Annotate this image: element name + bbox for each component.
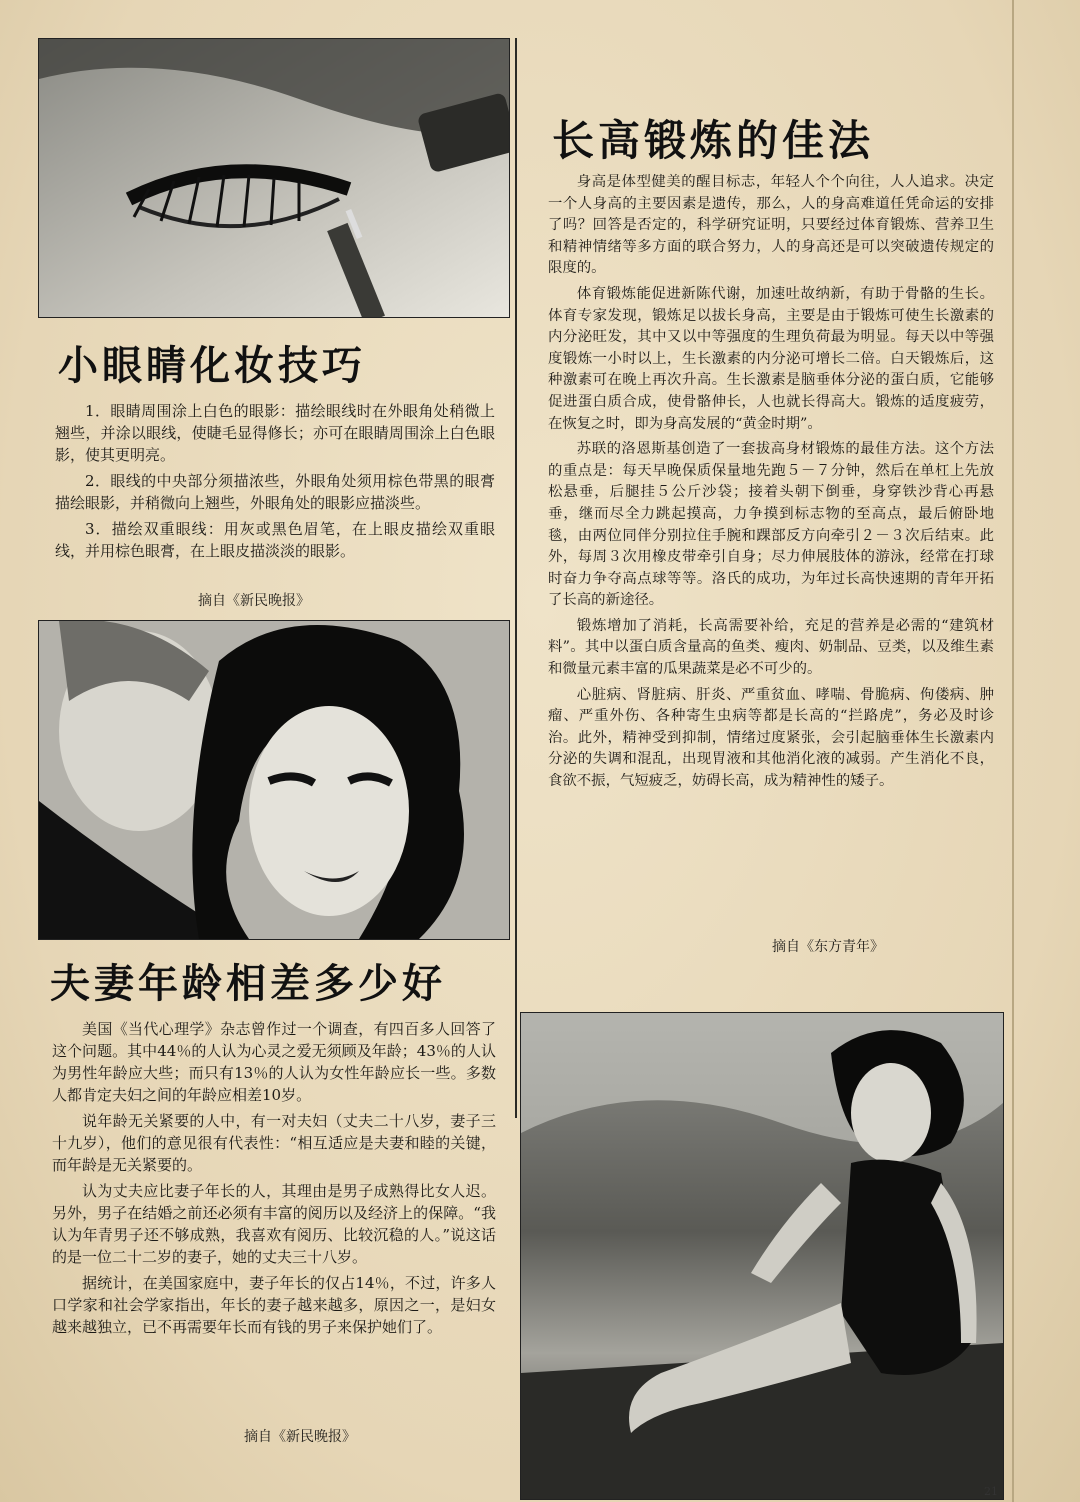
marriage-paragraph: 说年龄无关紧要的人中，有一对夫妇（丈夫二十八岁，妻子三十九岁），他们的意见很有代表性：“相互适应是夫妻和睦的关键，而年龄是无关紧要的。 <box>52 1112 496 1174</box>
marriage-article-body <box>52 1018 496 1342</box>
marriage-paragraph: 美国《当代心理学》杂志曾作过一个调查，有四百多人回答了这个问题。其中44％的人认为心灵之爱无须顾及年龄；43％的人认为男性年龄应大些；而只有13％的人认为女性年龄应长一些。多数人都肯定夫妇之间的年龄应相差10岁。 <box>52 1020 496 1104</box>
height-paragraph: 苏联的洛恩斯基创造了一套拔高身材锻炼的最佳方法。这个方法的重点是：每天早晚保质保量地先跑５－７分钟，然后在单杠上先放松悬垂，后腿挂５公斤沙袋；接着头朝下倒垂，身穿铁沙背心再悬垂，继而尽全力跳起摸高，力争摸到标志物的至高点，最后俯卧地毯，由两位同伴分别拉住手腕和踝部反方向牵引２－３次后结束。此外，每周３次用橡皮带牵引自身；尽力伸展肢体的游泳，经常在打球时奋力争夺高点球等等。洛氏的成功，为年过长高快速期的青年开拓了长高的新途径。 <box>548 441 994 609</box>
height-paragraph: 心脏病、肾脏病、肝炎、严重贫血、哮喘、骨脆病、佝偻病、肿瘤、严重外伤、各种寄生虫病等都是长高的“拦路虎”，务必及时诊治。此外，精神受到抑制，情绪过度紧张，会引起脑垂体生长激素内分泌的失调和混乱，出现胃液和其他消化液的减弱。产生消化不良，食欲不振，气短疲乏，妨碍长高，成为精神性的矮子。 <box>548 686 994 790</box>
makeup-article-body <box>55 400 495 566</box>
makeup-paragraph: 3．描绘双重眼线：用灰或黑色眉笔，在上眼皮描绘双重眼线，并用棕色眼膏，在上眼皮描淡淡的眼影。 <box>55 520 495 560</box>
makeup-article-title: 小眼睛化妆技巧 <box>58 343 366 389</box>
swimsuit-woman-photo <box>520 1012 1004 1500</box>
height-paragraph: 体育锻炼能促进新陈代谢，加速吐故纳新，有助于骨骼的生长。体育专家发现，锻炼足以拔长身高，主要是由于锻炼可使生长激素的内分泌旺发，其中又以中等强度的生理负荷最为明显。每天以中等强度锻炼一小时以上，生长激素的内分泌可增长二倍。白天锻炼后，这种激素可在晚上再次升高。生长激素是脑垂体分泌的蛋白质，它能够促进蛋白质合成，使骨骼伸长，人也就长得高大。锻炼的适度疲劳，在恢复之时，即为身高发展的“黄金时期”。 <box>548 285 994 432</box>
couple-photo <box>38 620 510 940</box>
makeup-paragraph: 2．眼线的中央部分须描浓些，外眼角处须用棕色带黑的眼膏描绘眼影，并稍微向上翘些，外眼角处的眼影应描淡些。 <box>55 472 495 512</box>
height-paragraph: 锻炼增加了消耗，长高需要补给，充足的营养是必需的“建筑材料”。其中以蛋白质含量高的鱼类、瘦肉、奶制品、豆类，以及维生素和微量元素丰富的瓜果蔬菜是必不可少的。 <box>548 617 994 678</box>
eye-makeup-photo <box>38 38 510 318</box>
height-paragraph: 身高是体型健美的醒目标志，年轻人个个向往，人人追求。决定一个人身高的主要因素是遗传，那么，人的身高难道任凭命运的安排了吗？回答是否定的，科学研究证明，只要经过体育锻炼、营养卫生和精神情绪等多方面的联合努力，人的身高还是可以突破遗传规定的限度的。 <box>548 174 994 277</box>
makeup-paragraph: 1．眼睛周围涂上白色的眼影：描绘眼线时在外眼角处稍微上翘些，并涂以眼线，使睫毛显得修长；亦可在眼睛周围涂上白色眼影，使其更明亮。 <box>55 402 495 464</box>
marriage-paragraph: 认为丈夫应比妻子年长的人，其理由是男子成熟得比女人迟。另外，男子在结婚之前还必须有丰富的阅历以及经济上的保障。“我认为年青男子还不够成熟，我喜欢有阅历、比较沉稳的人。”说这话的是一位二十二岁的妻子，她的丈夫三十八岁。 <box>52 1182 496 1266</box>
makeup-source: 摘自《新民晚报》 <box>198 593 310 609</box>
page-fold-line <box>1012 0 1014 1502</box>
height-source: 摘自《东方青年》 <box>772 939 884 955</box>
page-number: 21 <box>984 1485 998 1498</box>
column-divider <box>515 38 517 1118</box>
height-article-body <box>548 172 994 797</box>
height-article-title: 长高锻炼的佳法 <box>552 116 875 165</box>
marriage-source: 摘自《新民晚报》 <box>244 1429 356 1445</box>
marriage-paragraph: 据统计，在美国家庭中，妻子年长的仅占14％，不过，许多人口学家和社会学家指出，年长的妻子越来越多，原因之一，是妇女越来越独立，已不再需要年长而有钱的男子来保护她们了。 <box>52 1274 496 1336</box>
marriage-article-title: 夫妻年龄相差多少好 <box>50 961 446 1007</box>
